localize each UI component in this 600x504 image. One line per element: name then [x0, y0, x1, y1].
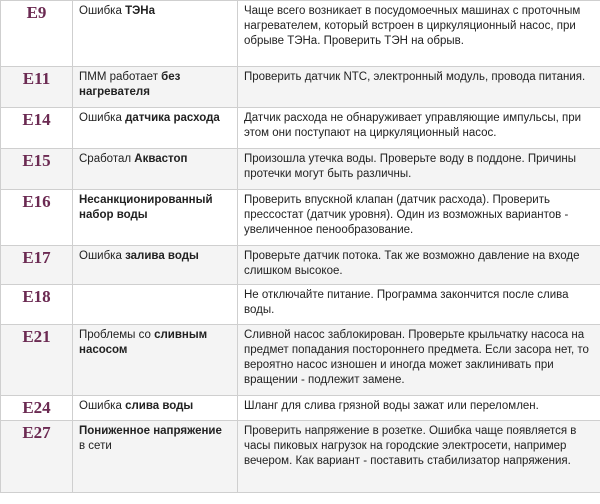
table-row [1, 246, 600, 285]
error-code: E24 [1, 396, 73, 421]
solution-cell: Шланг для слива грязной воды зажат или переломлен. [238, 396, 600, 421]
solution-cell: Чаще всего возникает в посудомоечных машинах с проточным нагревателем, который встроен в циркуляционный насос, при обрыве ТЭНа. Проверить ТЭН на обрыв. [238, 1, 600, 67]
problem-cell [73, 396, 238, 421]
table-row [1, 396, 600, 421]
problem-cell [73, 1, 238, 67]
error-code: E15 [1, 149, 73, 190]
problem-text: Ошибка [79, 400, 126, 412]
table-row [1, 108, 600, 149]
table-row [1, 67, 600, 108]
error-code: E16 [1, 190, 73, 246]
solution-cell: Проверить датчик NTC, электронный модуль, провода питания. [238, 67, 600, 108]
problem-keyword: Пониженное напряжение [79, 425, 222, 437]
error-code: E11 [1, 67, 73, 108]
solution-cell: Сливной насос заблокирован. Проверьте крыльчатку насоса на предмет попадания постороннего предмета. Если засора нет, то вероятно насос изношен и иногда может заклинивать при вращении - подлежит замене. [238, 325, 600, 396]
solution-cell: Датчик расхода не обнаруживает управляющие импульсы, при этом они поступают на циркуляционный насос. [238, 108, 600, 149]
error-code: E17 [1, 246, 73, 285]
table-row [1, 285, 600, 325]
problem-keyword: Аквастоп [134, 153, 188, 165]
solution-cell: Проверить напряжение в розетке. Ошибка чаще появляется в часы пиковых нагрузок на городские электросети, например вечером. Как вариант - поставить стабилизатор напряжения. [238, 421, 600, 493]
solution-cell: Произошла утечка воды. Проверьте воду в поддоне. Причины протечки могут быть различны. [238, 149, 600, 190]
problem-keyword: залива воды [125, 250, 199, 262]
solution-cell: Не отключайте питание. Программа закончится после слива воды. [238, 285, 600, 325]
problem-cell [73, 190, 238, 246]
problem-cell [73, 421, 238, 493]
problem-text: Ошибка [79, 250, 126, 262]
solution-cell: Проверить впускной клапан (датчик расхода). Проверить прессостат (датчик уровня). Один из возможных вариантов - увеличенное пенообразование. [238, 190, 600, 246]
problem-keyword: без нагревателя [79, 71, 181, 98]
problem-keyword: ТЭНа [125, 5, 155, 17]
problem-cell [73, 325, 238, 396]
solution-cell: Проверьте датчик потока. Так же возможно давление на входе слишком высокое. [238, 246, 600, 285]
error-code: E14 [1, 108, 73, 149]
problem-keyword: Несанкционированный набор воды [79, 194, 213, 221]
table-row [1, 421, 600, 493]
problem-text: Ошибка [79, 112, 126, 124]
problem-cell [73, 67, 238, 108]
problem-text-suffix: в сети [79, 440, 112, 452]
problem-cell [73, 246, 238, 285]
problem-keyword: слива воды [125, 400, 194, 412]
problem-text: Ошибка [79, 5, 126, 17]
problem-cell [73, 108, 238, 149]
problem-keyword: датчика расхода [125, 112, 220, 124]
problem-cell [73, 285, 238, 325]
problem-text: Проблемы со [79, 329, 155, 341]
error-code: E21 [1, 325, 73, 396]
problem-text: Сработал [79, 153, 135, 165]
problem-keyword: сливным насосом [79, 329, 208, 356]
table-row [1, 1, 600, 67]
error-code: E9 [1, 1, 73, 67]
problem-cell [73, 149, 238, 190]
error-code: E18 [1, 285, 73, 325]
table-row [1, 325, 600, 396]
table-row [1, 190, 600, 246]
problem-text: ПММ работает [79, 71, 162, 83]
error-code: E27 [1, 421, 73, 493]
table-row [1, 149, 600, 190]
